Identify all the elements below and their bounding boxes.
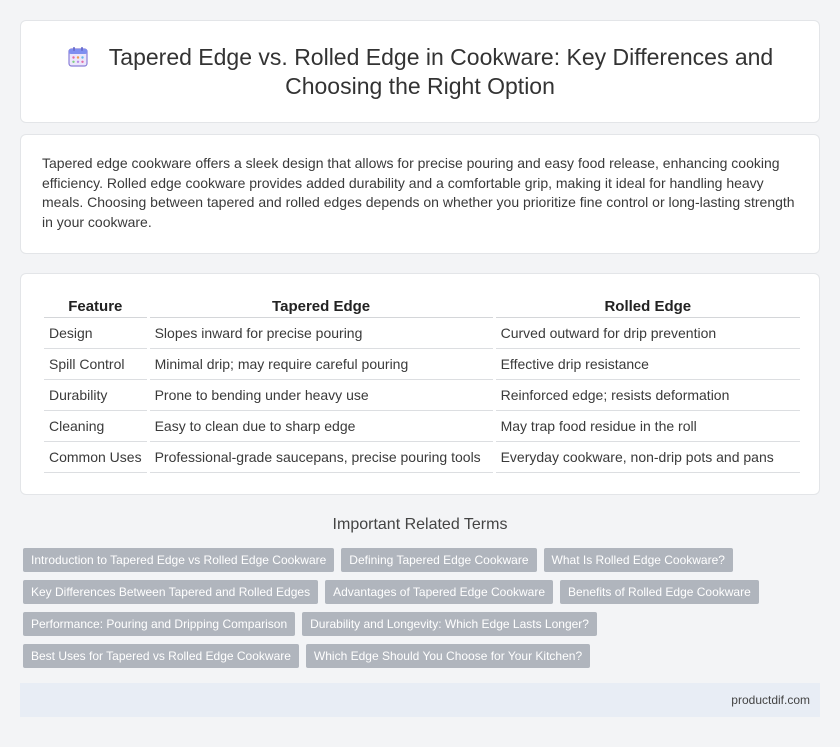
related-term-tag[interactable]: Durability and Longevity: Which Edge Lasts Longer?	[302, 612, 597, 636]
table-cell: Spill Control	[44, 349, 147, 380]
comparison-card	[20, 273, 820, 495]
table-cell: Everyday cookware, non-drip pots and pans	[496, 442, 800, 473]
table-row	[44, 442, 800, 473]
related-term-tag[interactable]: Performance: Pouring and Dripping Comparison	[23, 612, 295, 636]
table-cell: May trap food residue in the roll	[496, 411, 800, 442]
table-header-row	[44, 296, 800, 318]
table-row	[44, 318, 800, 349]
table-cell: Design	[44, 318, 147, 349]
page-title-wrap	[21, 43, 819, 101]
table-cell: Effective drip resistance	[496, 349, 800, 380]
related-term-tag[interactable]: Advantages of Tapered Edge Cookware	[325, 580, 553, 604]
header-tapered-edge: Tapered Edge	[150, 296, 493, 318]
page-title: Tapered Edge vs. Rolled Edge in Cookware: Key Differences and Choosing the Right Option	[108, 44, 774, 99]
table-cell: Curved outward for drip prevention	[496, 318, 800, 349]
intro-paragraph: Tapered edge cookware offers a sleek design that allows for precise pouring and easy food release, enhancing cooking efficiency. Rolled edge cookware provides added durability and a comfortable grip, making it ideal for handling heavy meals. Choosing between tapered and rolled edges depends on whether you prioritize fine control or long-lasting strength in your cookware.	[42, 155, 795, 230]
header-feature: Feature	[44, 296, 147, 318]
footer-bar	[20, 683, 820, 717]
table-cell: Durability	[44, 380, 147, 411]
table-cell: Reinforced edge; resists deformation	[496, 380, 800, 411]
table-row	[44, 349, 800, 380]
intro-card	[20, 134, 820, 254]
related-term-tag[interactable]: Key Differences Between Tapered and Rolled Edges	[23, 580, 318, 604]
related-term-tag[interactable]: Introduction to Tapered Edge vs Rolled Edge Cookware	[23, 548, 334, 572]
table-row	[44, 411, 800, 442]
table-cell: Professional-grade saucepans, precise pouring tools	[150, 442, 493, 473]
header-rolled-edge: Rolled Edge	[496, 296, 800, 318]
table-cell: Prone to bending under heavy use	[150, 380, 493, 411]
related-term-tag[interactable]: Defining Tapered Edge Cookware	[341, 548, 536, 572]
comparison-table	[41, 296, 803, 473]
footer-site-link[interactable]: productdif.com	[731, 693, 810, 707]
related-terms-list	[23, 548, 803, 668]
table-cell: Minimal drip; may require careful pouring	[150, 349, 493, 380]
related-term-tag[interactable]: What Is Rolled Edge Cookware?	[544, 548, 733, 572]
table-row	[44, 380, 800, 411]
related-term-tag[interactable]: Which Edge Should You Choose for Your Kitchen?	[306, 644, 590, 668]
related-terms-heading: Important Related Terms	[332, 516, 508, 533]
related-term-tag[interactable]: Benefits of Rolled Edge Cookware	[560, 580, 759, 604]
related-term-tag[interactable]: Best Uses for Tapered vs Rolled Edge Cookware	[23, 644, 299, 668]
title-card	[20, 20, 820, 123]
table-cell: Common Uses	[44, 442, 147, 473]
table-cell: Cleaning	[44, 411, 147, 442]
table-cell: Slopes inward for precise pouring	[150, 318, 493, 349]
calendar-grid-icon	[67, 46, 89, 68]
table-cell: Easy to clean due to sharp edge	[150, 411, 493, 442]
